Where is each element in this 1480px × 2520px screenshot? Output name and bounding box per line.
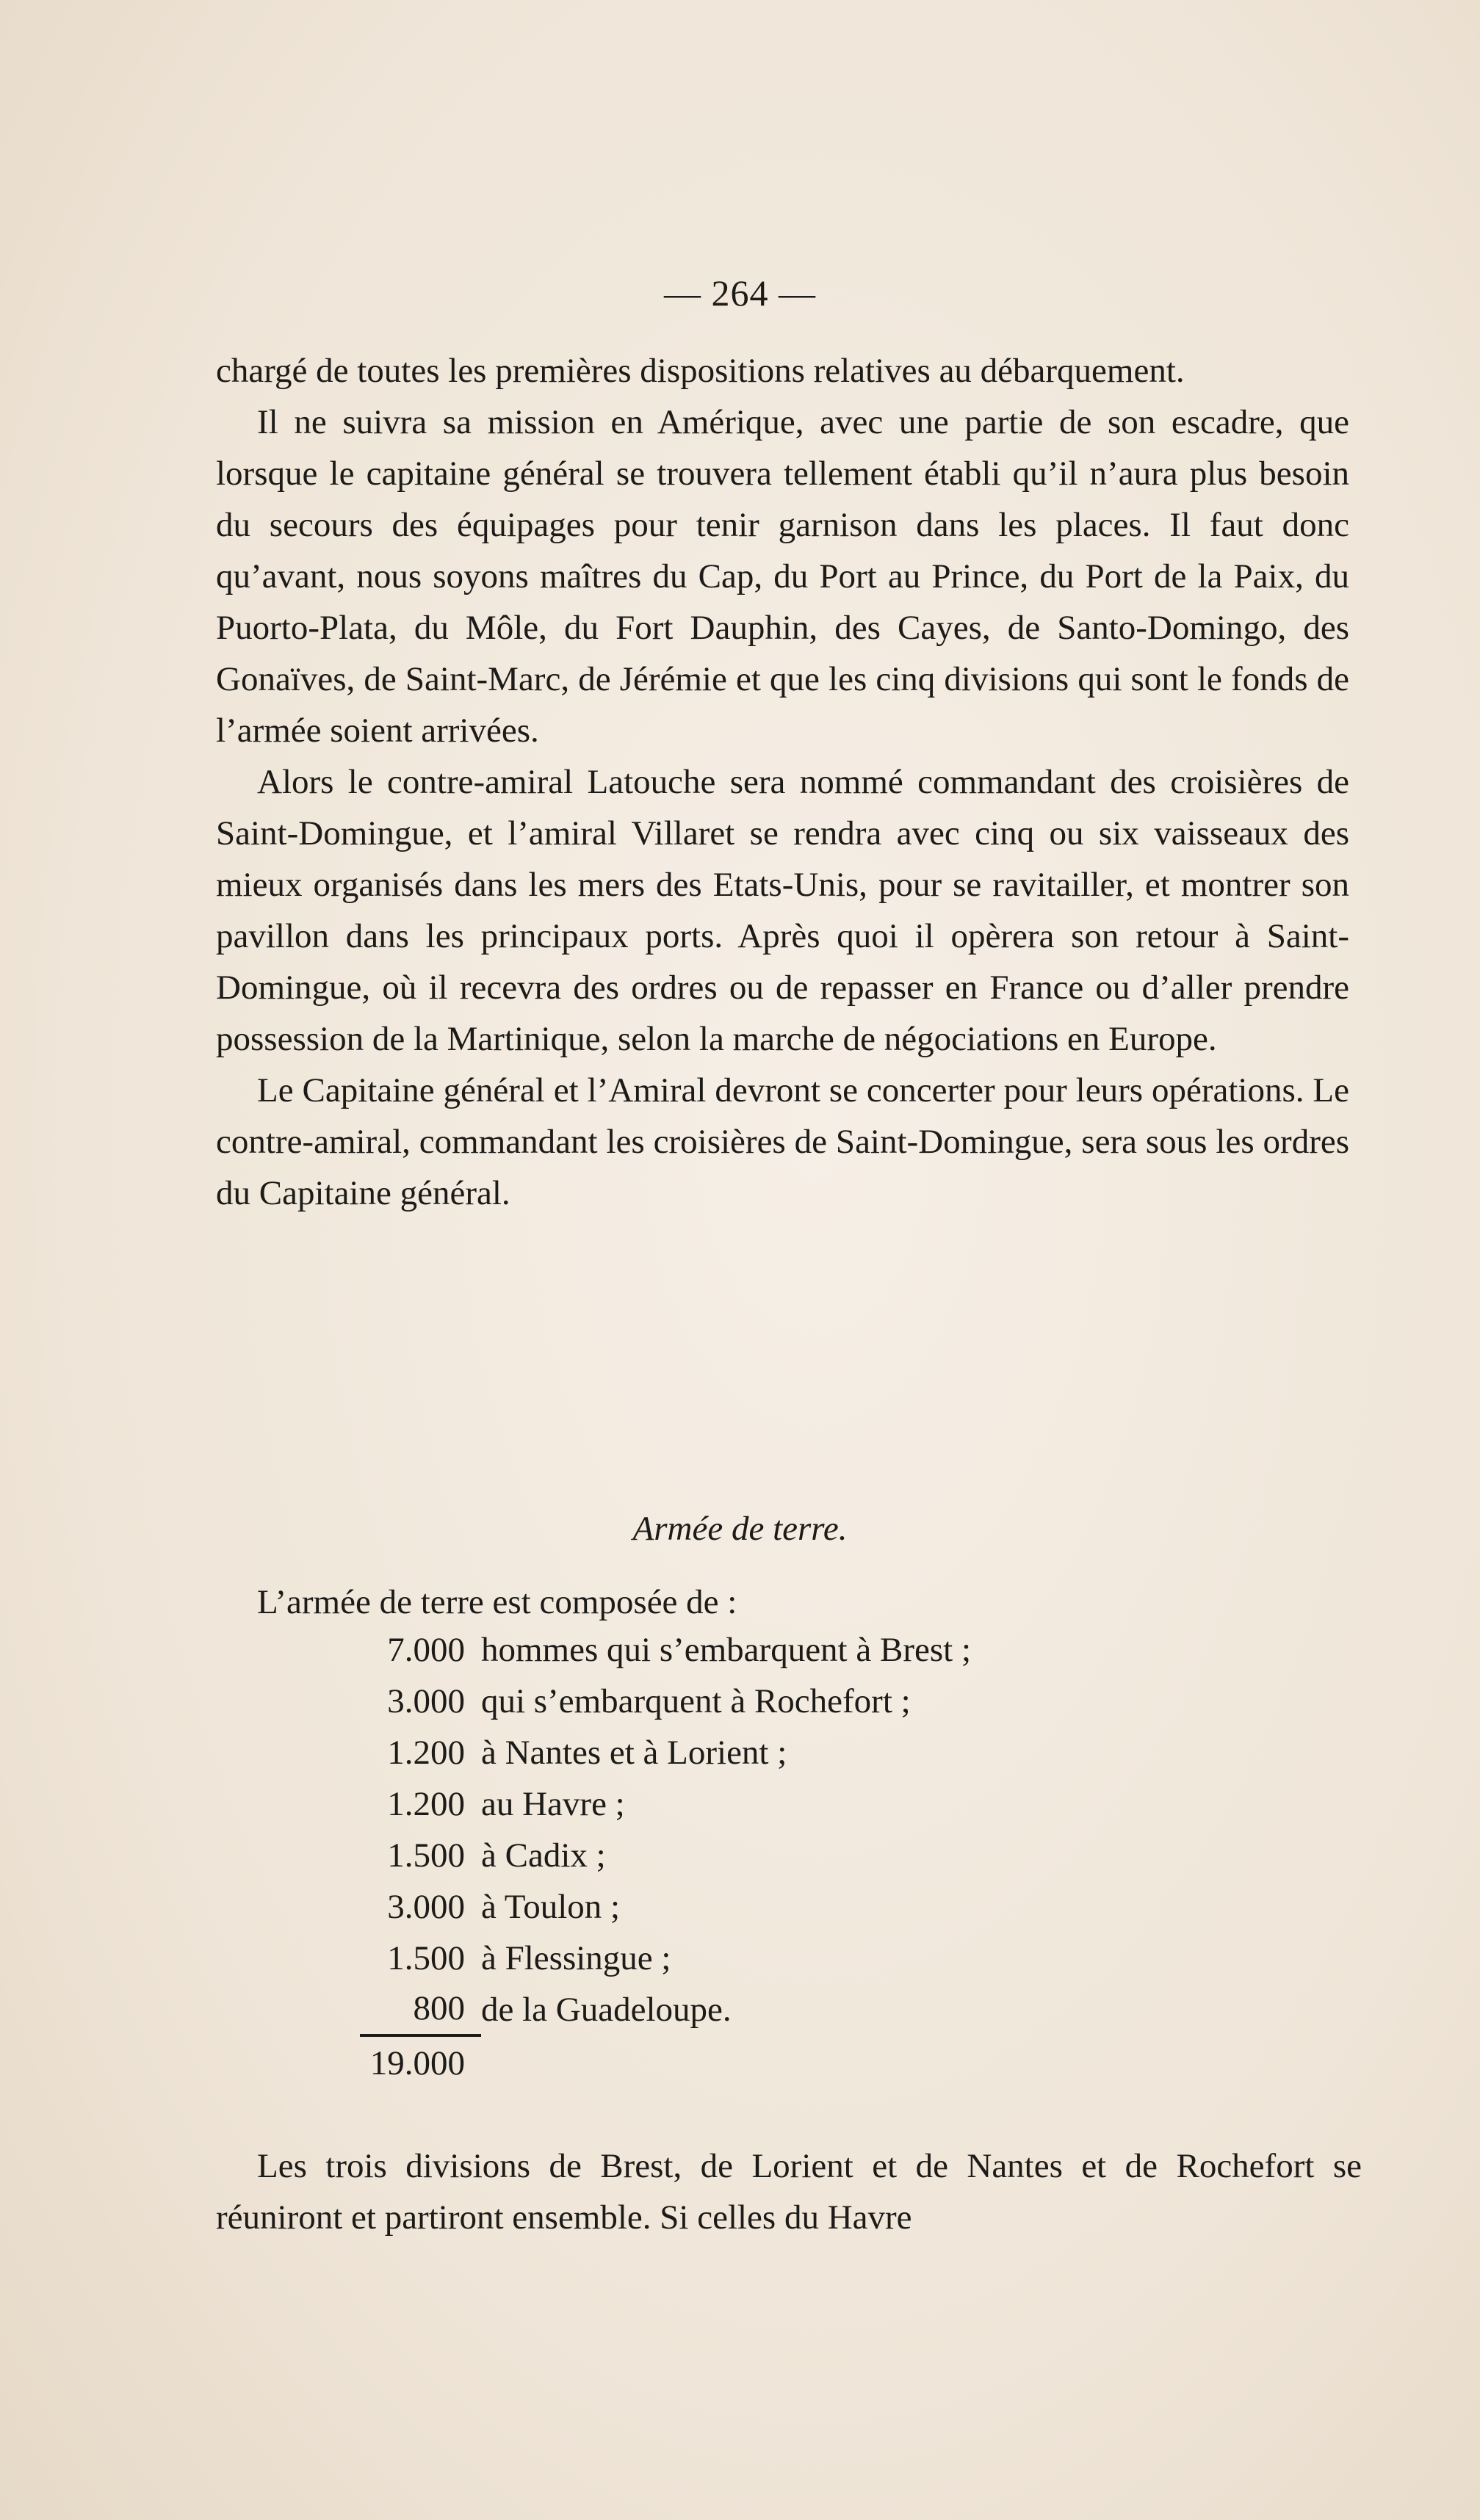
army-number: 1.200 xyxy=(387,1734,465,1772)
army-number: 1.500 xyxy=(387,1836,465,1875)
army-total-row xyxy=(360,2035,1315,2090)
army-description: au Havre ; xyxy=(481,1785,625,1823)
section-heading: Armée de terre. xyxy=(632,1510,848,1548)
army-number: 1.500 xyxy=(387,1939,465,1977)
army-row xyxy=(360,1881,1315,1933)
page-number: — 264 — xyxy=(664,272,816,314)
main-text xyxy=(216,345,1349,1219)
army-table xyxy=(360,1624,1315,2090)
army-number: 3.000 xyxy=(387,1682,465,1720)
paragraph-4: Le Capitaine général et l’Amiral devront se concerter pour leurs opérations. Le contre-amiral, commandant les croisières de Saint-Domingue, sera sous les ordres du Capitaine général. xyxy=(216,1071,1349,1212)
army-description: à Cadix ; xyxy=(481,1836,606,1875)
army-number: 1.200 xyxy=(387,1785,465,1823)
army-row xyxy=(360,1676,1315,1727)
army-row xyxy=(360,1984,1315,2035)
army-total: 19.000 xyxy=(369,2043,465,2082)
army-description: à Toulon ; xyxy=(481,1888,621,1926)
army-description: qui s’embarquent à Rochefort ; xyxy=(481,1682,911,1720)
paragraph-3: Alors le contre-amiral Latouche sera nommé commandant des croisières de Saint-Domingue, et l’amiral Villaret se rendra avec cinq ou six vaisseaux des mieux organisés dans les mers des Etats-Unis, pour se ravitailler, et montrer son pavillon dans les principaux ports. Après quoi il opèrera son retour à Saint-Domingue, où il recevra des ordres ou de repasser en France ou d’aller prendre possession de la Martinique, selon la marche de négociations en Europe. xyxy=(216,763,1349,1058)
army-description: à Nantes et à Lorient ; xyxy=(481,1734,787,1772)
closing-text xyxy=(216,2140,1362,2243)
army-row xyxy=(360,1624,1315,1676)
army-row xyxy=(360,1933,1315,1984)
army-intro: L’armée de terre est composée de : xyxy=(257,1583,737,1621)
army-number: 800 xyxy=(360,1983,481,2037)
closing-paragraph: Les trois divisions de Brest, de Lorient et de Nantes et de Rochefort se réuniront et partiront ensemble. Si celles du Havre xyxy=(216,2147,1362,2237)
paragraph-2: Il ne suivra sa mission en Amérique, avec une partie de son escadre, que lorsque le capitaine général se trouvera tellement établi qu’il n’aura plus besoin du secours des équipages pour tenir garnison dans les places. Il faut donc qu’avant, nous soyons maîtres du Cap, du Port au Prince, du Port de la Paix, du Puorto-Plata, du Môle, du Fort Dauphin, des Cayes, de Santo-Domingo, des Gonaïves, de Saint-Marc, de Jérémie et que les cinq divisions qui sont le fonds de l’armée soient arrivées. xyxy=(216,403,1349,750)
paragraph-1: chargé de toutes les premières dispositions relatives au débarquement. xyxy=(216,352,1185,390)
army-description: à Flessingue ; xyxy=(481,1939,671,1977)
army-number: 7.000 xyxy=(387,1631,465,1669)
army-row xyxy=(360,1778,1315,1830)
army-number: 3.000 xyxy=(387,1888,465,1926)
army-description: de la Guadeloupe. xyxy=(481,1991,732,2029)
army-row xyxy=(360,1830,1315,1881)
army-row xyxy=(360,1727,1315,1778)
army-description: hommes qui s’embarquent à Brest ; xyxy=(481,1631,971,1669)
